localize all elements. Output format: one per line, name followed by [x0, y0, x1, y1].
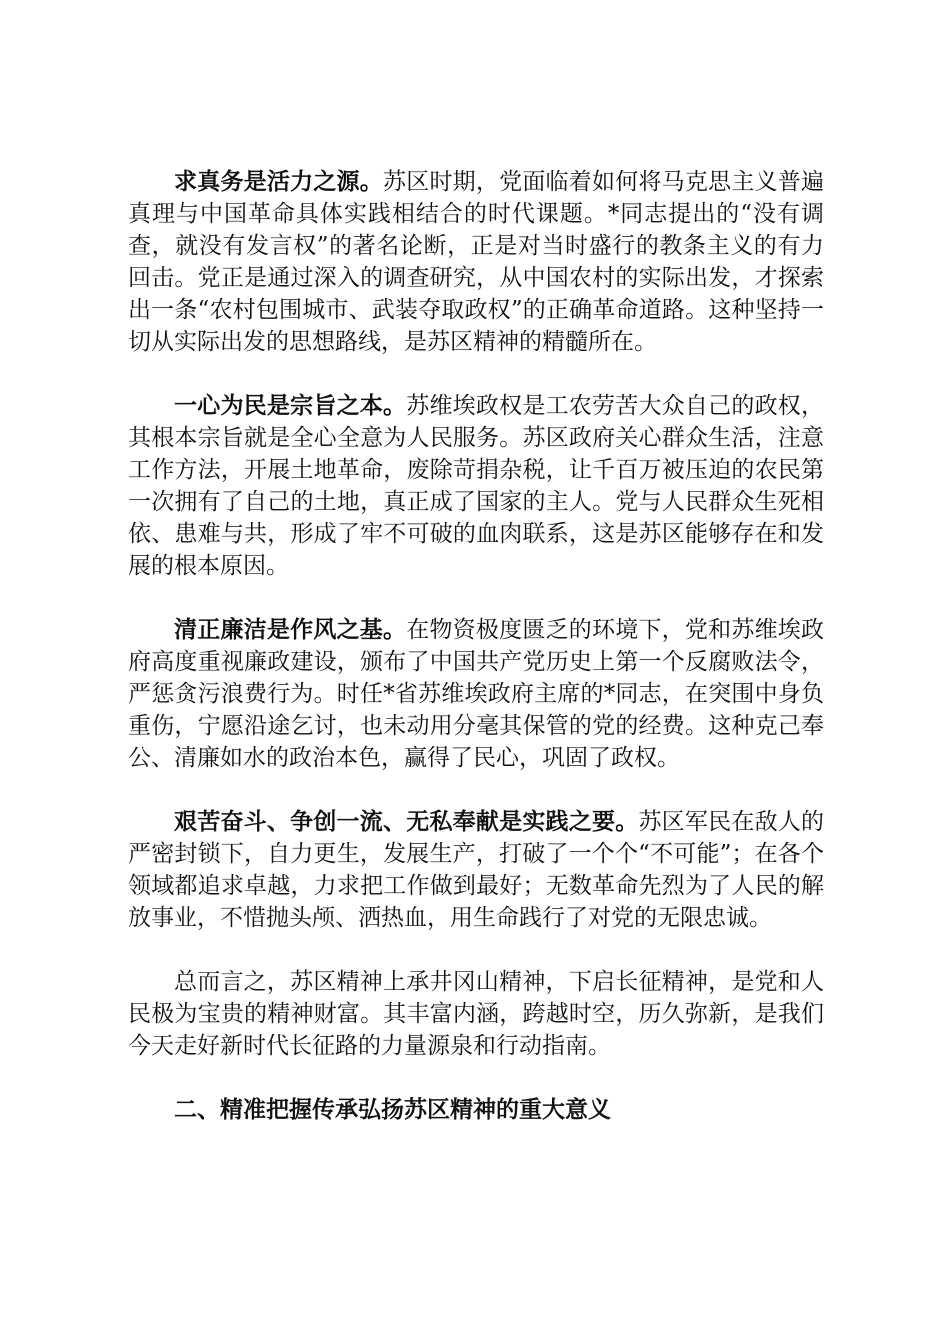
paragraph-text: 总而言之，苏区精神上承井冈山精神，下启长征精神，是党和人民极为宝贵的精神财富。其丰富内涵，跨越时空，历久弥新，是我们今天走好新时代长征路的力量源泉和行动指南。	[128, 969, 824, 1059]
section-heading: 二、精准把握传承弘扬苏区精神的重大意义	[174, 1097, 611, 1123]
paragraph-text: 苏区时期，党面临着如何将马克思主义普遍真理与中国革命具体实践相结合的时代课题。*同志提出的“没有调查，就没有发言权”的著名论断，正是对当时盛行的教条主义的有力回击。党正是通过深入的调查研究，从中国农村的实际出发，才探索出一条“农村包围城市、武装夺取政权”的正确革命道路。这种坚持一切从实际出发的思想路线，是苏区精神的精髓所在。	[128, 169, 825, 355]
paragraph-lead-heading: 艰苦奋斗、争创一流、无私奉献是实践之要。	[174, 809, 639, 835]
paragraph-text: 苏区军民在敌人的严密封锁下，自力更生，发展生产，打破了一个个“不可能”；在各个领域都追求卓越，力求把工作做到最好；无数革命先烈为了人民的解放事业，不惜抛头颅、洒热血，用生命践行了对党的无限忠诚。	[128, 809, 825, 931]
paragraph-lead-heading: 一心为民是宗旨之本。	[174, 393, 407, 419]
paragraph-integrity	[128, 614, 824, 774]
paragraph-seek-truth	[128, 166, 824, 358]
paragraph-text: 苏维埃政权是工农劳苦大众自己的政权，其根本宗旨就是全心全意为人民服务。苏区政府关心群众生活，注意工作方法，开展土地革命，废除苛捐杂税，让千百万被压迫的农民第一次拥有了自己的土地，真正成了国家的主人。党与人民群众生死相依、患难与共，形成了牢不可破的血肉联系，这是苏区能够存在和发展的根本原因。	[128, 393, 825, 579]
paragraph-serve-people	[128, 390, 824, 582]
paragraph-summary	[128, 966, 824, 1062]
paragraph-lead-heading: 清正廉洁是作风之基。	[174, 617, 407, 643]
document-body	[128, 166, 824, 1126]
paragraph-hard-work	[128, 806, 824, 934]
paragraph-text: 在物资极度匮乏的环境下，党和苏维埃政府高度重视廉政建设，颁布了中国共产党历史上第一个反腐败法令，严惩贪污浪费行为。时任*省苏维埃政府主席的*同志，在突围中身负重伤，宁愿沿途乞讨，也未动用分毫其保管的党的经费。这种克己奉公、清廉如水的政治本色，赢得了民心，巩固了政权。	[128, 617, 825, 771]
paragraph-lead-heading: 求真务是活力之源。	[174, 169, 383, 195]
